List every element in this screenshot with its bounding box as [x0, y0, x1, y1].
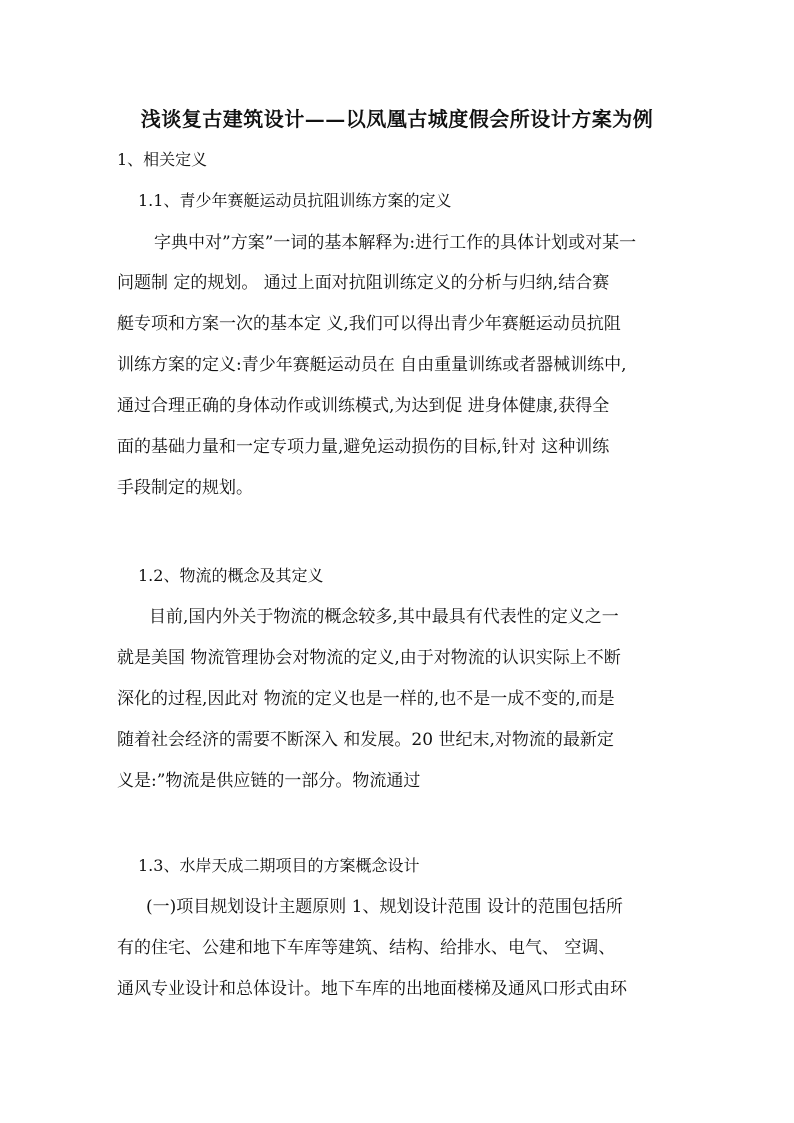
section-heading-1: 1、相关定义 — [117, 150, 208, 169]
paragraph-line: 训练方案的定义:青少年赛艇运动员在 自由重量训练或者器械训练中, — [117, 355, 627, 375]
paragraph-line: 随着社会经济的需要不断深入 和发展。20 世纪末,对物流的最新定 — [117, 730, 614, 750]
paragraph-line: 问题制 定的规划。 通过上面对抗阻训练定义的分析与归纳,结合赛 — [117, 273, 610, 293]
subsection-heading-1-3: 1.3、水岸天成二期项目的方案概念设计 — [138, 856, 420, 875]
paragraph-line: 手段制定的规划。 — [117, 478, 253, 498]
paragraph-line: 字典中对”方案”一词的基本解释为:进行工作的具体计划或对某一 — [154, 233, 637, 253]
paragraph-line: (一)项目规划设计主题原则 1、规划设计范围 设计的范围包括所 — [146, 897, 623, 917]
paragraph-line: 通过合理正确的身体动作或训练模式,为达到促 进身体健康,获得全 — [117, 396, 610, 416]
paragraph-line: 目前,国内外关于物流的概念较多,其中最具有代表性的定义之一 — [149, 607, 619, 627]
paragraph-line: 面的基础力量和一定专项力量,避免运动损伤的目标,针对 这种训练 — [117, 437, 610, 457]
paragraph-line: 就是美国 物流管理协会对物流的定义,由于对物流的认识实际上不断 — [117, 648, 621, 668]
subsection-heading-1-1: 1.1、青少年赛艇运动员抗阻训练方案的定义 — [138, 191, 452, 210]
paragraph-line: 通风专业设计和总体设计。地下车库的出地面楼梯及通风口形式由环 — [117, 979, 627, 999]
paragraph-line: 深化的过程,因此对 物流的定义也是一样的,也不是一成不变的,而是 — [117, 689, 615, 709]
document-title: 浅谈复古建筑设计——以凤凰古城度假会所设计方案为例 — [140, 107, 654, 131]
subsection-heading-1-2: 1.2、物流的概念及其定义 — [138, 566, 324, 585]
paragraph-line: 有的住宅、公建和地下车库等建筑、结构、给排水、电气、 空调、 — [117, 938, 616, 958]
paragraph-line: 义是:”物流是供应链的一部分。物流通过 — [117, 771, 421, 791]
paragraph-line: 艇专项和方案一次的基本定 义,我们可以得出青少年赛艇运动员抗阻 — [117, 314, 621, 334]
